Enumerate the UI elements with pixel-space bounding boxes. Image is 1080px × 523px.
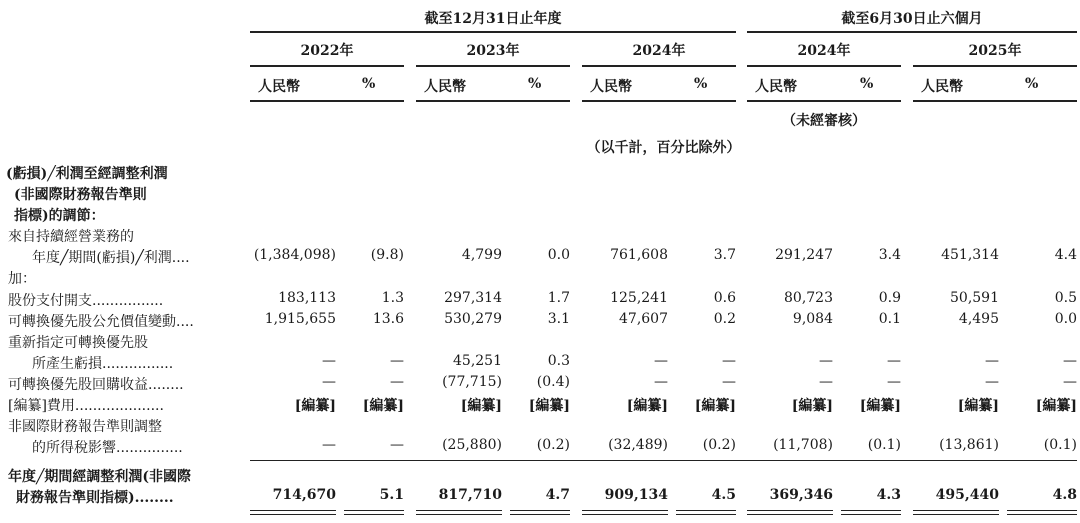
table-cell: 4,799 xyxy=(461,247,502,263)
annual-period-header: 截至12月31日止年度 xyxy=(424,11,562,27)
row-label: 所產生虧損................ xyxy=(32,356,174,372)
table-cell: 0.1 xyxy=(878,311,901,327)
table-cell: 3.4 xyxy=(878,247,901,263)
table-cell: — xyxy=(1063,374,1077,390)
table-cell: 0.2 xyxy=(713,311,736,327)
total-double-rule xyxy=(344,510,404,511)
table-cell: — xyxy=(887,374,901,390)
table-cell: 45,251 xyxy=(453,353,502,369)
currency-header: 人民幣 xyxy=(424,79,466,95)
table-cell: — xyxy=(819,353,833,369)
table-cell: 1.3 xyxy=(381,290,404,306)
table-cell: [編纂] xyxy=(460,398,502,414)
total-double-rule xyxy=(416,514,502,515)
total-double-rule xyxy=(510,514,570,515)
row-label: 重新指定可轉換優先股 xyxy=(8,335,148,351)
table-cell: (9.8) xyxy=(370,247,404,263)
total-label: 年度╱期間經調整利潤(非國際 xyxy=(8,469,192,485)
table-cell: 3.7 xyxy=(713,247,736,263)
total-cell: 4.5 xyxy=(711,487,736,503)
total-cell: 5.1 xyxy=(379,487,404,503)
total-cell: 4.7 xyxy=(545,487,570,503)
total-double-rule xyxy=(250,514,336,515)
section-title-line-3: 指標)的調節： xyxy=(14,208,105,224)
table-cell: 1,915,655 xyxy=(264,311,336,327)
table-cell: 0.0 xyxy=(1054,311,1077,327)
table-cell: [編纂] xyxy=(362,398,404,414)
table-cell: 183,113 xyxy=(278,290,336,306)
table-cell: (0.1) xyxy=(867,437,901,453)
table-cell: 451,314 xyxy=(941,247,999,263)
total-double-rule xyxy=(747,510,833,511)
table-cell: 0.6 xyxy=(713,290,736,306)
total-cell: 909,134 xyxy=(604,487,668,503)
subheader-rule xyxy=(250,100,404,102)
table-cell: 4.4 xyxy=(1054,247,1077,263)
percent-header: % xyxy=(860,76,874,92)
table-cell: (0.4) xyxy=(536,374,570,390)
year-header-2025-half: 2025年 xyxy=(968,43,1022,59)
year-rule-2022 xyxy=(250,65,404,67)
table-cell: [編纂] xyxy=(791,398,833,414)
table-cell: — xyxy=(322,437,336,453)
table-cell: (11,708) xyxy=(773,437,833,453)
year-rule-2024-half xyxy=(747,65,901,67)
subheader-rule xyxy=(416,100,570,102)
currency-header: 人民幣 xyxy=(755,79,797,95)
currency-header: 人民幣 xyxy=(258,79,300,95)
table-cell: (0.1) xyxy=(1043,437,1077,453)
total-double-rule xyxy=(1007,510,1077,511)
year-rule-2024 xyxy=(582,65,736,67)
row-label: 來自持續經營業務的 xyxy=(8,229,134,245)
table-cell: (25,880) xyxy=(442,437,502,453)
table-cell: [編纂] xyxy=(1035,398,1077,414)
table-cell: 80,723 xyxy=(784,290,833,306)
table-cell: 4,495 xyxy=(958,311,999,327)
table-cell: — xyxy=(1063,353,1077,369)
year-rule-2025-half xyxy=(913,65,1077,67)
total-label: 財務報告準則指標)........ xyxy=(16,490,174,506)
table-cell: (77,715) xyxy=(442,374,502,390)
total-double-rule xyxy=(676,510,736,511)
table-cell: [編纂] xyxy=(957,398,999,414)
table-cell: 0.5 xyxy=(1054,290,1077,306)
table-cell: 0.0 xyxy=(547,247,570,263)
total-cell: 4.3 xyxy=(876,487,901,503)
total-double-rule xyxy=(416,510,502,511)
table-cell: 0.9 xyxy=(878,290,901,306)
year-rule-2023 xyxy=(416,65,570,67)
total-double-rule xyxy=(913,514,999,515)
table-cell: — xyxy=(722,353,736,369)
row-label: 加： xyxy=(8,271,36,287)
unit-note: （以千計，百分比除外） xyxy=(586,140,741,156)
table-cell: 1.7 xyxy=(547,290,570,306)
table-cell: 9,084 xyxy=(792,311,833,327)
table-cell: 125,241 xyxy=(610,290,668,306)
year-header-2022: 2022年 xyxy=(300,43,354,59)
total-double-rule xyxy=(841,510,901,511)
table-cell: — xyxy=(985,374,999,390)
percent-header: % xyxy=(528,76,542,92)
table-cell: — xyxy=(390,353,404,369)
subheader-rule xyxy=(582,100,736,102)
year-header-2024: 2024年 xyxy=(632,43,686,59)
table-cell: [編纂] xyxy=(626,398,668,414)
table-cell: 0.3 xyxy=(547,353,570,369)
total-double-rule xyxy=(582,510,668,511)
unaudited-note: （未經審核） xyxy=(782,113,866,129)
subheader-rule xyxy=(747,100,901,102)
half-header-rule xyxy=(747,31,1077,33)
percent-header: % xyxy=(1025,76,1039,92)
table-cell: — xyxy=(390,374,404,390)
row-label: 股份支付開支................ xyxy=(8,293,164,309)
table-cell: 47,607 xyxy=(619,311,668,327)
row-label: 的所得稅影響............... xyxy=(32,440,183,456)
year-header-2023: 2023年 xyxy=(466,43,520,59)
total-cell: 369,346 xyxy=(769,487,833,503)
table-cell: 13.6 xyxy=(372,311,404,327)
table-cell: (0.2) xyxy=(536,437,570,453)
table-cell: (1,384,098) xyxy=(253,247,336,263)
table-cell: 291,247 xyxy=(775,247,833,263)
row-label: 年度╱期間(虧損)╱利潤.... xyxy=(32,250,190,266)
table-cell: — xyxy=(322,353,336,369)
currency-header: 人民幣 xyxy=(590,79,632,95)
subheader-rule xyxy=(913,100,1077,102)
table-cell: 50,591 xyxy=(950,290,999,306)
table-cell: (0.2) xyxy=(702,437,736,453)
table-cell: — xyxy=(654,353,668,369)
table-cell: 3.1 xyxy=(547,311,570,327)
total-cell: 4.8 xyxy=(1052,487,1077,503)
table-cell: [編纂] xyxy=(859,398,901,414)
section-title-line-2: (非國際財務報告準則 xyxy=(14,187,147,203)
total-double-rule xyxy=(250,510,336,511)
half-year-period-header: 截至6月30日止六個月 xyxy=(841,11,983,27)
table-cell: — xyxy=(322,374,336,390)
annual-header-rule xyxy=(250,31,736,33)
section-title-line-1: (虧損)╱利潤至經調整利潤 xyxy=(6,166,168,182)
total-double-rule xyxy=(841,514,901,515)
table-cell: (13,861) xyxy=(939,437,999,453)
table-cell: 530,279 xyxy=(444,311,502,327)
table-cell: [編纂] xyxy=(294,398,336,414)
total-top-rule xyxy=(250,460,1077,461)
total-double-rule xyxy=(913,510,999,511)
table-cell: [編纂] xyxy=(528,398,570,414)
total-double-rule xyxy=(582,514,668,515)
total-double-rule xyxy=(1007,514,1077,515)
table-cell: 761,608 xyxy=(610,247,668,263)
table-cell: — xyxy=(654,374,668,390)
total-double-rule xyxy=(747,514,833,515)
year-header-2024-half: 2024年 xyxy=(797,43,851,59)
row-label: 可轉換優先股公允價值變動.... xyxy=(8,314,194,330)
total-cell: 817,710 xyxy=(438,487,502,503)
row-label: 可轉換優先股回購收益........ xyxy=(8,377,184,393)
total-cell: 714,670 xyxy=(272,487,336,503)
percent-header: % xyxy=(694,76,708,92)
total-double-rule xyxy=(676,514,736,515)
table-cell: — xyxy=(722,374,736,390)
total-cell: 495,440 xyxy=(935,487,999,503)
currency-header: 人民幣 xyxy=(921,79,963,95)
table-cell: — xyxy=(985,353,999,369)
percent-header: % xyxy=(362,76,376,92)
table-cell: [編纂] xyxy=(694,398,736,414)
table-cell: (32,489) xyxy=(608,437,668,453)
table-cell: — xyxy=(819,374,833,390)
row-label: 非國際財務報告準則調整 xyxy=(8,419,162,435)
total-double-rule xyxy=(510,510,570,511)
table-cell: — xyxy=(390,437,404,453)
total-double-rule xyxy=(344,514,404,515)
table-cell: — xyxy=(887,353,901,369)
row-label: [編纂]費用.................... xyxy=(8,398,164,414)
table-cell: 297,314 xyxy=(444,290,502,306)
